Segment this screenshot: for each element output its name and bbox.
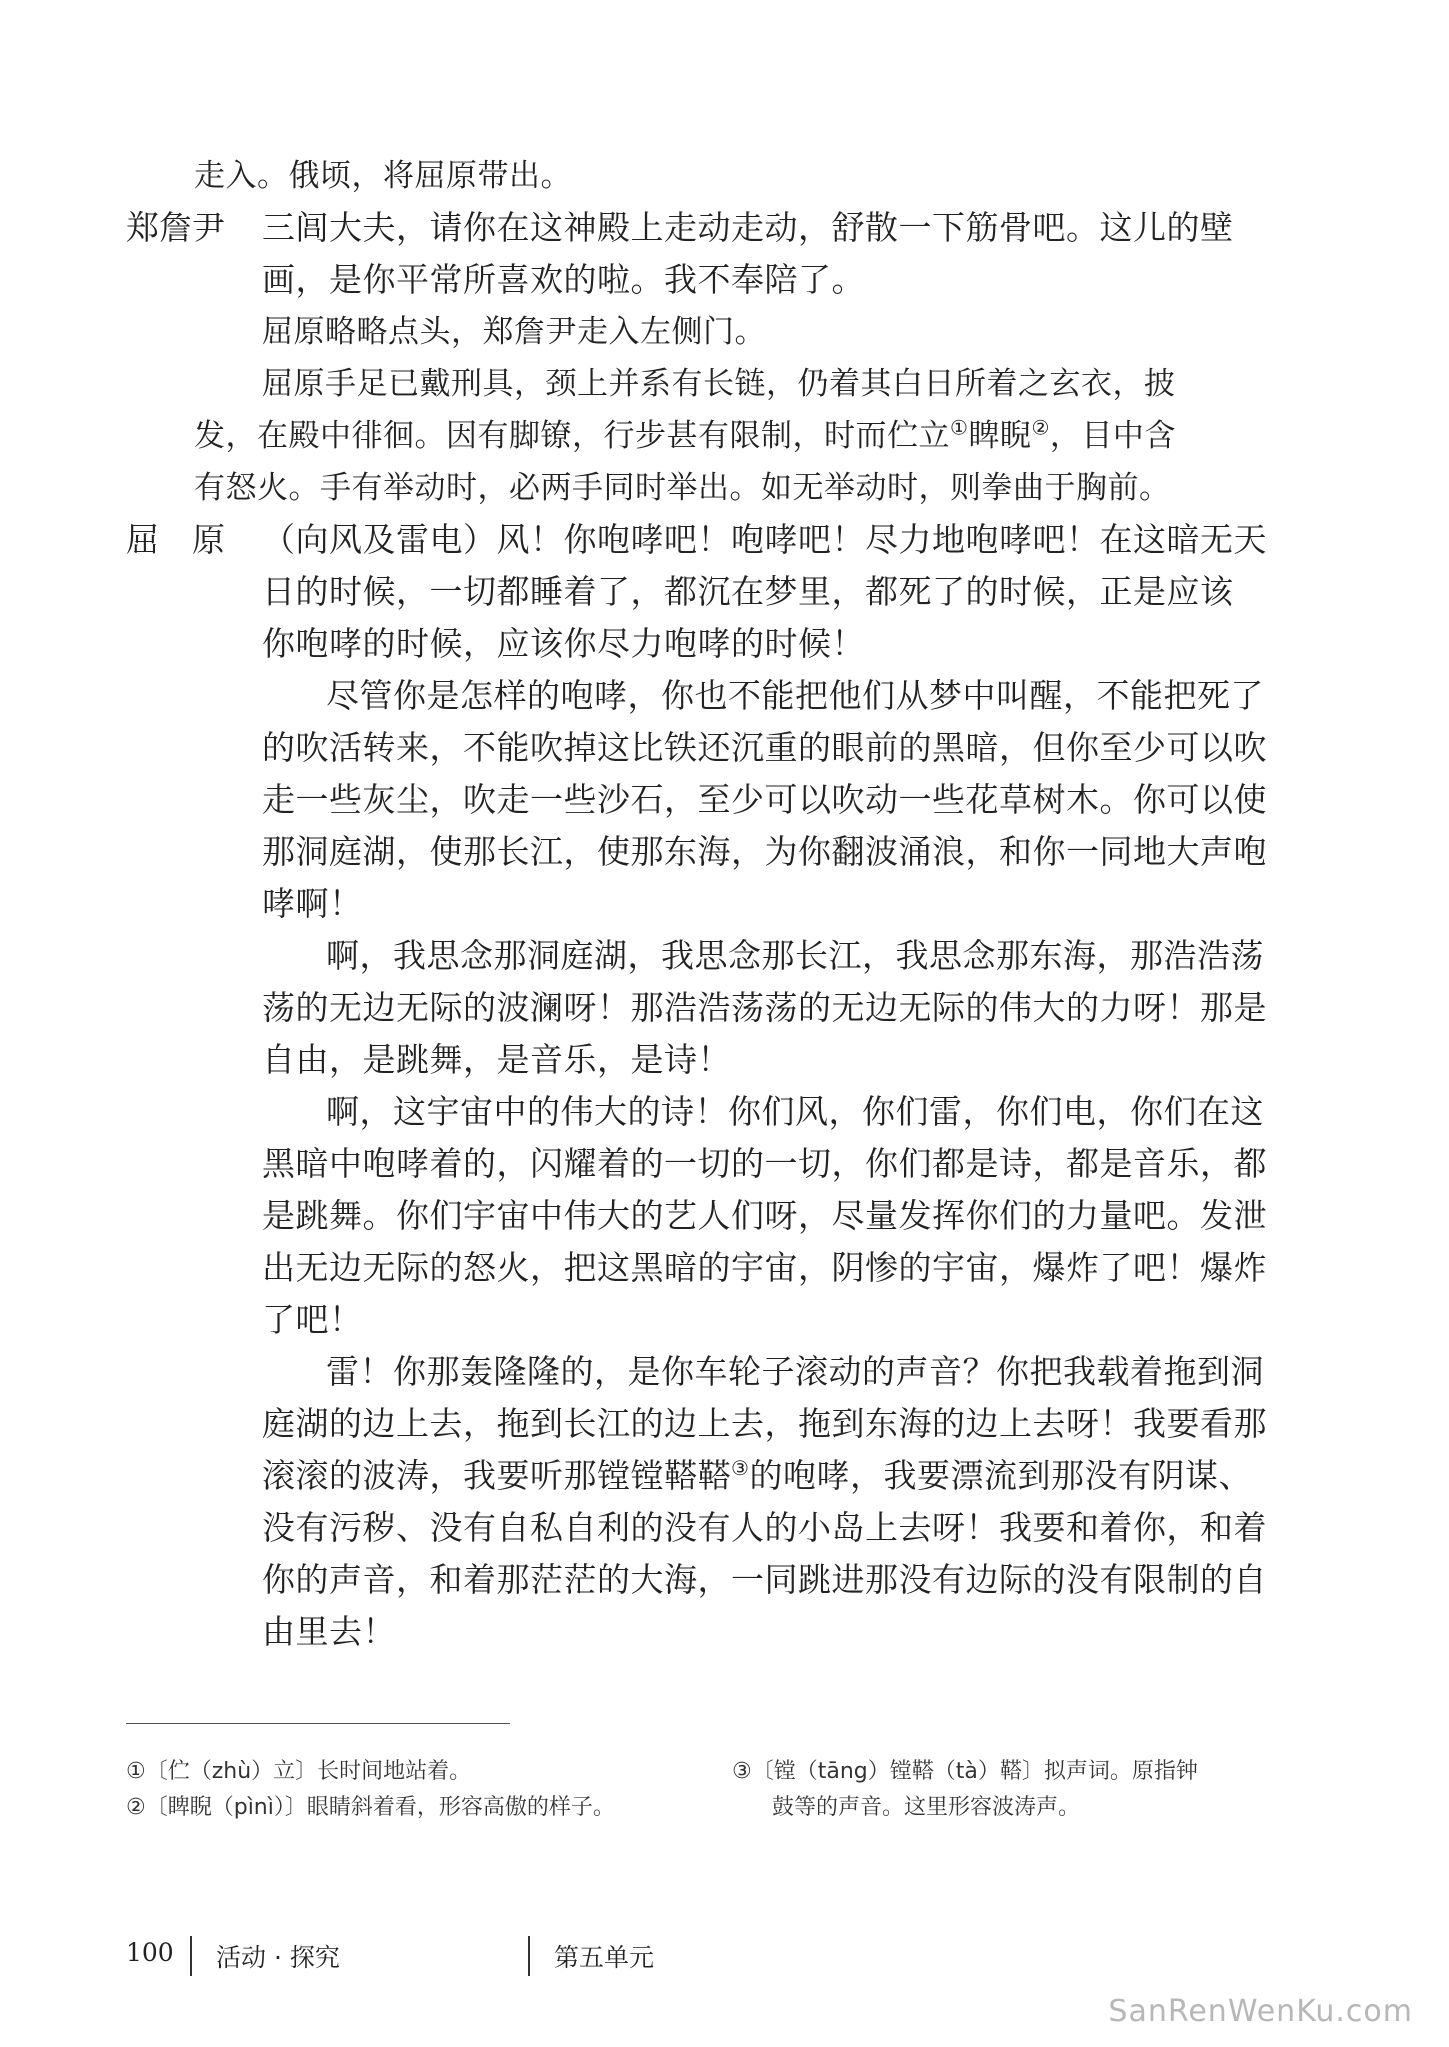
dialogue-text: 你咆哮的时候，应该你尽力咆哮的时候！: [262, 624, 865, 663]
dialogue-line: [126, 826, 1276, 878]
stage-direction-text: 走入。俄顷，将屈原带出。: [194, 158, 572, 194]
stage-direction-text: 睥睨: [968, 418, 1032, 454]
stage-direction-text: 发，在殿中徘徊。因有脚镣，行步甚有限制，时而伫立: [194, 418, 950, 454]
dialogue-text: （向风及雷电）风！你咆哮吧！咆哮吧！尽力地咆哮吧！在这暗无天: [262, 520, 1267, 559]
dialogue-text: 哮啊！: [262, 884, 363, 923]
section-label: 活动 · 探究: [216, 1943, 340, 1972]
dialogue-line: [126, 878, 1276, 930]
footnote-marker: ②: [1031, 415, 1050, 440]
dialogue-line: [126, 254, 1276, 306]
dialogue-line: [126, 618, 1276, 670]
footer-separator: [190, 1936, 192, 1976]
dialogue-line: [126, 1554, 1276, 1606]
page-number: 100: [126, 1938, 174, 1967]
dialogue-line: [126, 1086, 1276, 1138]
dialogue-text: 黑暗中咆哮着的，闪耀着的一切的一切，你们都是诗，都是音乐，都: [262, 1144, 1267, 1183]
dialogue-line: [126, 1294, 1276, 1346]
dialogue-line: [126, 1450, 1276, 1502]
dialogue-line: [126, 1502, 1276, 1554]
dialogue-text: 荡的无边无际的波澜呀！那浩浩荡荡的无边无际的伟大的力呀！那是: [262, 988, 1267, 1027]
dialogue-line: [126, 722, 1276, 774]
script-body: [126, 150, 1276, 1658]
dialogue-line: [126, 202, 1276, 254]
footnote-marker: ③: [731, 1456, 750, 1480]
stage-direction-text: 屈原手足已戴刑具，颈上并系有长链，仍着其白日所着之玄衣，披: [262, 366, 1176, 402]
dialogue-qu: [126, 514, 1276, 1658]
stage-direction: [126, 358, 1276, 410]
dialogue-text: 的咆哮，我要漂流到那没有阴谋、: [749, 1456, 1252, 1495]
stage-direction-text: ，目中含: [1049, 418, 1176, 454]
footnote-divider: [126, 1723, 510, 1724]
dialogue-line: [126, 1346, 1276, 1398]
dialogue-line: [126, 566, 1276, 618]
dialogue-line: [126, 670, 1276, 722]
dialogue-text: 滚滚的波涛，我要听那镗镗鞳鞳: [262, 1456, 731, 1495]
footnote-marker: ①: [950, 415, 969, 440]
dialogue-text: 啊，这宇宙中的伟大的诗！你们风，你们雷，你们电，你们在这: [326, 1092, 1264, 1131]
dialogue-text: 啊，我思念那洞庭湖，我思念那长江，我思念那东海，那浩浩荡: [326, 936, 1264, 975]
dialogue-line: [126, 1398, 1276, 1450]
dialogue-text: 是跳舞。你们宇宙中伟大的艺人们呀，尽量发挥你们的力量吧。发泄: [262, 1196, 1267, 1235]
dialogue-line: [126, 982, 1276, 1034]
dialogue-text: 雷！你那轰隆隆的，是你车轮子滚动的声音？你把我载着拖到洞: [326, 1352, 1264, 1391]
stage-direction: [126, 462, 1276, 514]
footnote-3: ③〔镗（tāng）镗鞳（tà）鞳〕拟声词。原指钟: [732, 1759, 1198, 1784]
dialogue-text: 庭湖的边上去，拖到长江的边上去，拖到东海的边上去呀！我要看那: [262, 1404, 1267, 1443]
dialogue-line: [126, 774, 1276, 826]
dialogue-text: 的吹活转来，不能吹掉这比铁还沉重的眼前的黑暗，但你至少可以吹: [262, 728, 1267, 767]
dialogue-text: 出无边无际的怒火，把这黑暗的宇宙，阴惨的宇宙，爆炸了吧！爆炸: [262, 1248, 1267, 1287]
footer-separator: [528, 1936, 530, 1976]
dialogue-text: 由里去！: [262, 1612, 396, 1651]
dialogue-text: 没有污秽、没有自私自利的没有人的小岛上去呀！我要和着你，和着: [262, 1508, 1267, 1547]
footnote-3-continuation: 鼓等的声音。这里形容波涛声。: [772, 1795, 1081, 1820]
dialogue-zheng: [126, 202, 1276, 306]
dialogue-line: [126, 1606, 1276, 1658]
dialogue-text: 自由，是跳舞，是音乐，是诗！: [262, 1040, 731, 1079]
dialogue-text: 尽管你是怎样的咆哮，你也不能把他们从梦中叫醒，不能把死了: [326, 676, 1264, 715]
footnotes-right-column: [732, 1754, 1292, 1826]
speaker-name: 屈 原: [126, 520, 225, 559]
dialogue-line: [126, 1190, 1276, 1242]
dialogue-text: 走一些灰尘，吹走一些沙石，至少可以吹动一些花草树木。你可以使: [262, 780, 1267, 819]
stage-direction-text: 有怒火。手有举动时，必两手同时举出。如无举动时，则拳曲于胸前。: [194, 470, 1171, 506]
dialogue-text: 画，是你平常所喜欢的啦。我不奉陪了。: [262, 260, 865, 299]
dialogue-text: 了吧！: [262, 1300, 363, 1339]
footnote-2: ②〔睥睨（pìnì）〕眼睛斜着看，形容高傲的样子。: [126, 1795, 615, 1820]
dialogue-text: 三闾大夫，请你在这神殿上走动走动，舒散一下筋骨吧。这儿的壁: [262, 208, 1234, 247]
unit-label: 第五单元: [554, 1943, 655, 1972]
dialogue-line: [126, 930, 1276, 982]
dialogue-line: [126, 1034, 1276, 1086]
footnotes-left-column: [126, 1754, 686, 1826]
footnote-1: ①〔伫（zhù）立〕长时间地站着。: [126, 1759, 472, 1784]
stage-direction: [126, 306, 1276, 358]
dialogue-text: 那洞庭湖，使那长江，使那东海，为你翻波涌浪，和你一同地大声咆: [262, 832, 1267, 871]
dialogue-line: [126, 514, 1276, 566]
stage-direction: [126, 410, 1276, 462]
stage-direction: [126, 150, 1276, 202]
speaker-name: 郑詹尹: [126, 208, 225, 247]
dialogue-line: [126, 1242, 1276, 1294]
dialogue-text: 日的时候，一切都睡着了，都沉在梦里，都死了的时候，正是应该: [262, 572, 1234, 611]
dialogue-line: [126, 1138, 1276, 1190]
watermark: SanRenWenKu.com: [1108, 1994, 1413, 2029]
stage-direction-text: 屈原略略点头，郑詹尹走入左侧门。: [262, 314, 766, 350]
dialogue-text: 你的声音，和着那茫茫的大海，一同跳进那没有边际的没有限制的自: [262, 1560, 1267, 1599]
